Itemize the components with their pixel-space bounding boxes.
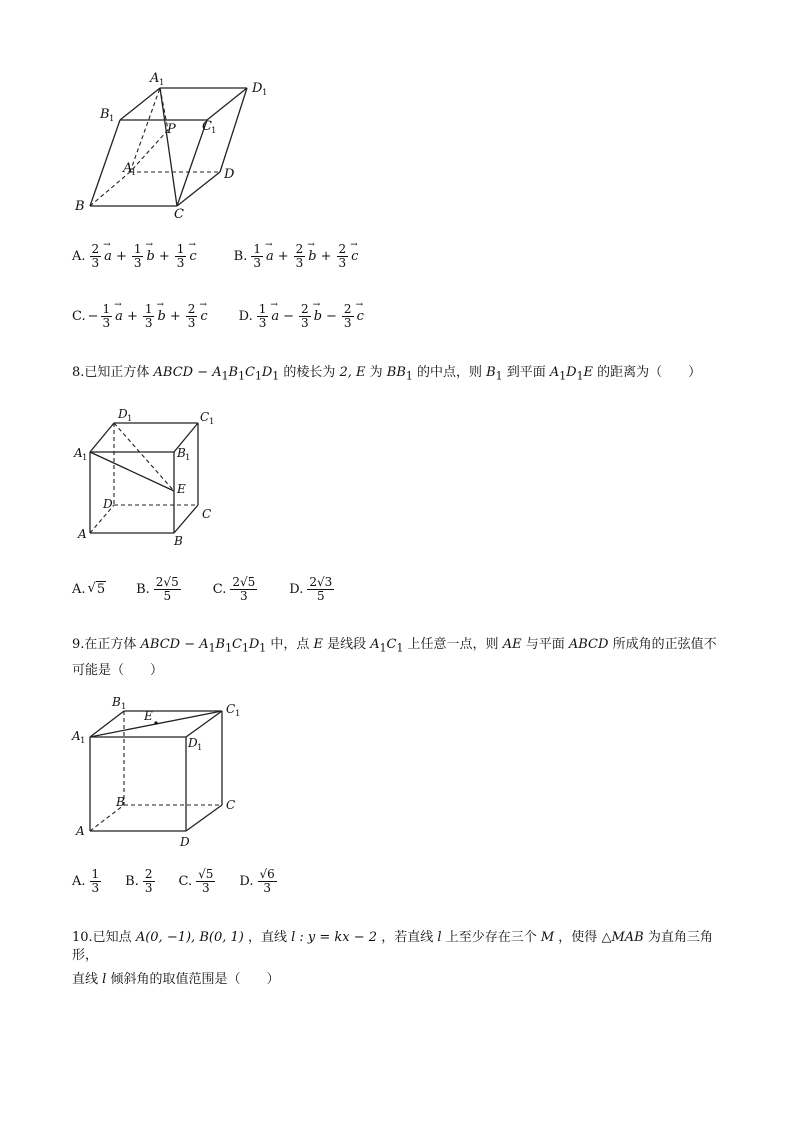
figure-cube-q8 [72, 405, 232, 548]
q7-options-row-1 [72, 243, 359, 269]
q7-option-a[interactable]: A. $\frac{2}{3}$ → a + $\frac{1}{3}$ → b + $\frac{1}{3}$ → c [72, 243, 198, 269]
svg-text:D: D [188, 736, 198, 750]
label-D1: D [252, 81, 263, 96]
edge-C1D1 [207, 88, 247, 120]
svg-text:1: 1 [80, 736, 86, 746]
label-C1: C [202, 119, 212, 134]
label-B: B [75, 199, 85, 214]
svg-text:1: 1 [262, 88, 268, 98]
svg-text:A: A [76, 824, 85, 838]
svg-text:1: 1 [235, 709, 241, 719]
svg-text:B: B [116, 795, 125, 809]
question-8: 8.已知正方体 ABCD − $A_1B_1C_1D_1$ 的棱长为 2, E 为 $BB_1$ 的中点，则 $B_1$ 到平面 $A_1D_1E$ 的距离为（ ） [72, 365, 702, 383]
label-P: P [167, 122, 176, 137]
question-9 [72, 636, 722, 680]
q8-option-a[interactable]: A. √ 5 [72, 581, 106, 598]
svg-text:A: A [78, 527, 87, 541]
svg-text:B: B [174, 534, 183, 548]
q8-option-b[interactable]: B. $\frac{2√5}{5}$ [136, 575, 179, 603]
svg-text:1: 1 [127, 414, 133, 424]
q7-options-row-2 [72, 303, 365, 329]
q7-option-d[interactable]: D. $\frac{1}{3}$ → a − $\frac{2}{3}$ → b − $\frac{2}{3}$ → c [239, 303, 365, 329]
label-C: C [174, 207, 184, 222]
question-9-line-2: 可能是（ ） [72, 662, 164, 678]
svg-text:E: E [144, 709, 153, 723]
q8-option-c[interactable]: C. $\frac{2√5}{3}$ [212, 575, 256, 603]
q9-options [72, 868, 279, 894]
svg-text:1: 1 [82, 453, 88, 463]
question-9-line-1: 9.在正方体 ABCD − $A_1B_1C_1D_1$ 中，点 E 是线段 $A_1C_1$ 上任意一点，则 AE 与平面 ABCD 所成角的正弦值不 [72, 637, 717, 655]
label-A: A [123, 161, 133, 176]
label-A1: A [150, 71, 160, 86]
figure-cube-q9 [72, 693, 252, 853]
svg-text:A: A [72, 729, 81, 743]
svg-text:B: B [177, 446, 186, 460]
question-10 [72, 929, 732, 990]
question-10-line-1: 10.已知点 A(0, −1), B(0, 1) ，直线 l : y = kx − 2 ，若直线 l 上至少存在三个 M ，使得 △MAB 为直角三角形， [72, 930, 713, 964]
q9-option-a[interactable]: A. $\frac{1}{3}$ [72, 867, 100, 895]
q9-option-c[interactable]: C. $\frac{√5}{3}$ [178, 867, 214, 895]
svg-text:D: D [103, 497, 113, 511]
svg-text:1: 1 [121, 702, 127, 712]
svg-text:D: D [180, 835, 190, 849]
seg-A1C [160, 88, 177, 206]
seg-PA [130, 130, 168, 172]
label-B1: B [100, 107, 110, 122]
q9-option-d[interactable]: D. $\frac{√6}{3}$ [239, 867, 275, 895]
label-D: D [224, 167, 235, 182]
svg-text:C: C [226, 798, 236, 812]
svg-text:1: 1 [159, 78, 165, 88]
question-10-line-2: 直线 l 倾斜角的取值范围是（ ） [72, 972, 280, 988]
svg-text:D: D [118, 407, 128, 421]
svg-text:1: 1 [109, 114, 115, 124]
svg-text:C: C [200, 410, 210, 424]
q7-option-c[interactable]: C. − $\frac{1}{3}$ → a + $\frac{1}{3}$ → b + $\frac{2}{3}$ → c [72, 303, 209, 329]
svg-text:C: C [202, 507, 212, 521]
q8-options [72, 576, 336, 602]
edge-BB1 [90, 120, 120, 206]
svg-text:C: C [226, 702, 236, 716]
svg-text:1: 1 [131, 168, 137, 178]
q9-option-b[interactable]: B. $\frac{2}{3}$ [125, 867, 153, 895]
svg-text:1: 1 [185, 453, 191, 463]
svg-text:E: E [177, 482, 186, 496]
svg-text:1: 1 [211, 126, 217, 136]
svg-text:A: A [74, 446, 83, 460]
q7-option-b[interactable]: B. $\frac{1}{3}$ → a + $\frac{2}{3}$ → b + $\frac{2}{3}$ → c [234, 243, 360, 269]
svg-text:1: 1 [209, 417, 215, 427]
svg-text:B: B [112, 695, 121, 709]
edge-DD1 [220, 88, 247, 172]
figure-parallelepiped [70, 68, 280, 222]
q8-option-d[interactable]: D. $\frac{2√3}{5}$ [289, 575, 333, 603]
svg-text:1: 1 [197, 743, 203, 753]
